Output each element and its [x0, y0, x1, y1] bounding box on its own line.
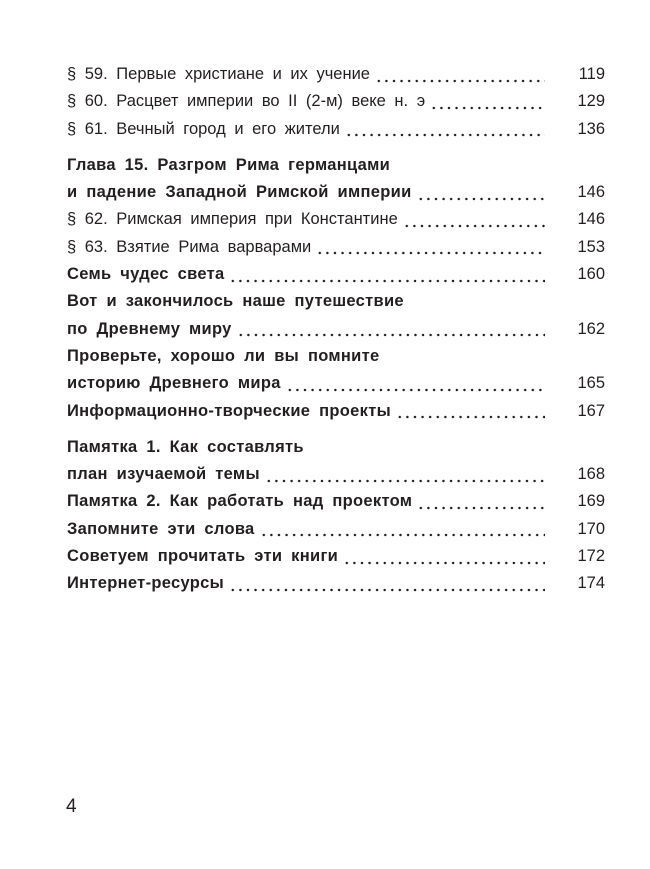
toc-entry-page: 165 [577, 374, 605, 393]
dot-leader [345, 133, 545, 137]
toc-entry-line [67, 179, 605, 206]
toc-entry-title: Запомните эти слова [67, 519, 255, 538]
toc-entry [67, 343, 605, 398]
toc-entry [67, 206, 605, 233]
toc-entry [67, 116, 605, 143]
dot-leader [430, 106, 545, 110]
dot-leader [403, 224, 545, 228]
toc-entry [67, 570, 605, 597]
dot-leader [316, 251, 545, 255]
toc-entry-line [67, 88, 605, 115]
toc-entry-page: 168 [577, 465, 605, 484]
toc-entry-title: § 61. Вечный город и его жители [67, 119, 340, 138]
toc-entry-line [67, 343, 605, 370]
dot-leader [286, 388, 545, 392]
toc-entry-title: Вот и закончилось наше путешествие [67, 292, 404, 311]
dot-leader [237, 333, 545, 337]
toc-entry [67, 398, 605, 425]
toc-entry-line [67, 570, 605, 597]
dot-leader [260, 533, 545, 537]
toc-entry-title: Памятка 1. Как составлять [67, 437, 304, 456]
toc-entry-page: 146 [577, 183, 605, 202]
toc-entry-title: Советуем прочитать эти книги [67, 547, 339, 566]
toc-entry-line [67, 116, 605, 143]
dot-leader [417, 506, 545, 510]
toc-entry-title: § 59. Первые христиане и их учение [67, 65, 370, 83]
toc-entry-page: 136 [577, 119, 605, 138]
toc-entry-line [67, 316, 605, 343]
toc-entry-line [67, 434, 605, 461]
toc-entry-line [67, 261, 605, 288]
toc-entry [67, 516, 605, 543]
table-of-contents [67, 61, 605, 598]
toc-entry-title: Глава 15. Разгром Рима германцами [67, 155, 391, 174]
toc-entry-page: 153 [577, 237, 605, 256]
dot-leader [417, 197, 545, 201]
dot-leader [229, 588, 545, 592]
toc-entry-line [67, 288, 605, 315]
toc-entry-page: 174 [577, 574, 605, 593]
toc-entry-page: 129 [577, 92, 605, 111]
toc-entry-page: 119 [578, 65, 605, 83]
toc-entry-page: 169 [577, 492, 605, 511]
toc-entry-line [67, 398, 605, 425]
toc-entry [67, 88, 605, 115]
toc-entry [67, 288, 605, 343]
dot-leader [265, 479, 545, 483]
toc-entry-title: Интернет-ресурсы [67, 574, 224, 593]
toc-entry-line [67, 234, 605, 261]
toc-entry-title: § 62. Римская империя при Константине [67, 210, 398, 229]
toc-entry-page: 162 [577, 319, 605, 338]
toc-entry-title: Семь чудес света [67, 265, 225, 284]
toc-entry [67, 234, 605, 261]
toc-entry-title: Информационно-творческие проекты [67, 401, 391, 420]
toc-entry [67, 61, 605, 88]
dot-leader [396, 415, 545, 419]
toc-entry [67, 434, 605, 489]
toc-entry-page: 170 [577, 519, 605, 538]
toc-entry [67, 152, 605, 207]
toc-entry [67, 261, 605, 288]
page-number: 4 [66, 796, 77, 817]
dot-leader [375, 79, 545, 83]
toc-entry-page: 160 [577, 265, 605, 284]
toc-entry-title: Проверьте, хорошо ли вы помните [67, 346, 380, 365]
toc-entry-line [67, 488, 605, 515]
toc-entry [67, 543, 605, 570]
toc-entry-line [67, 461, 605, 488]
toc-entry-title: план изучаемой темы [67, 465, 260, 484]
toc-entry-title: § 60. Расцвет империи во II (2-м) веке н. э [67, 92, 426, 111]
dot-leader [229, 279, 545, 283]
toc-entry-line [67, 61, 605, 88]
toc-entry-title: историю Древнего мира [67, 374, 281, 393]
toc-entry-title: Памятка 2. Как работать над проектом [67, 492, 413, 511]
toc-entry-line [67, 152, 605, 179]
toc-entry-line [67, 370, 605, 397]
toc-entry-page: 167 [577, 401, 605, 420]
dot-leader [343, 561, 545, 565]
toc-entry-line [67, 206, 605, 233]
toc-entry-page: 172 [577, 547, 605, 566]
toc-entry-page: 146 [577, 210, 605, 229]
toc-entry-title: и падение Западной Римской империи [67, 183, 412, 202]
toc-entry-title: по Древнему миру [67, 319, 232, 338]
toc-entry [67, 488, 605, 515]
toc-entry-line [67, 516, 605, 543]
toc-entry-line [67, 543, 605, 570]
toc-entry-title: § 63. Взятие Рима варварами [67, 237, 312, 256]
